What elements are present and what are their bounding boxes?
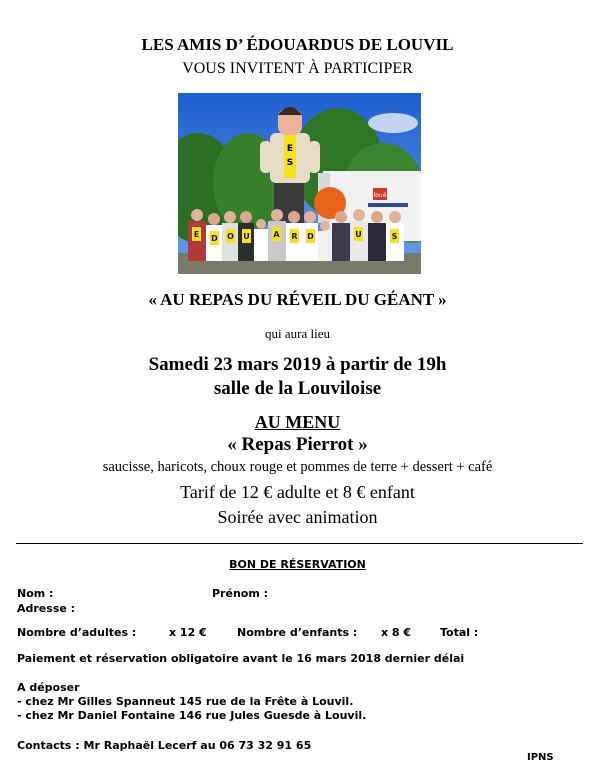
event-date: Samedi 23 mars 2019 à partir de 19h (148, 354, 447, 375)
menu-animation: Soirée avec animation (217, 507, 378, 527)
banner-letter: R (291, 232, 298, 241)
banner-letter: A (273, 230, 280, 239)
adultes-label: Nombre d’adultes : (17, 626, 137, 639)
adresse-label: Adresse : (17, 602, 76, 615)
menu-items: saucisse, haricots, choux rouge et pommes de terre + dessert + café (102, 459, 493, 475)
banner-letter: D (211, 234, 218, 243)
svg-text:E: E (286, 144, 294, 154)
total-label: Total : (440, 626, 479, 639)
prenom-label: Prénom : (212, 587, 269, 600)
svg-text:S: S (286, 158, 294, 168)
contacts-line: Contacts : Mr Raphaël Lecerf au 06 73 32 91 65 (17, 739, 312, 752)
banner-letter: D (307, 232, 314, 241)
reservation-title: BON DE RÉSERVATION (229, 558, 366, 571)
enfants-label: Nombre d’enfants : (237, 626, 358, 639)
invitation-subtitle: VOUS INVITENT À PARTICIPER (182, 60, 413, 77)
deposer-address-2: - chez Mr Daniel Fontaine 146 rue Jules Guesde à Louvil. (17, 709, 367, 722)
event-intro: qui aura lieu (265, 326, 330, 341)
enfants-price: x 8 € (381, 626, 412, 639)
paiement-notice: Paiement et réservation obligatoire avant le 16 mars 2018 dernier délai (17, 652, 465, 665)
banner-letter: E (193, 230, 200, 239)
event-venue: salle de la Louviloise (213, 378, 382, 399)
banner-letter: U (355, 230, 362, 239)
menu-tarif: Tarif de 12 € adulte et 8 € enfant (180, 482, 415, 502)
banner-letter: O (227, 232, 234, 241)
banner-letter: S (391, 232, 398, 241)
event-photo (178, 93, 421, 274)
deposer-heading: A déposer (17, 681, 80, 694)
invitation-title: LES AMIS D’ ÉDOUARDUS DE LOUVIL (141, 35, 454, 54)
adultes-price: x 12 € (169, 626, 207, 639)
ipns-tag: IPNS (527, 752, 554, 763)
nom-label: Nom : (17, 587, 54, 600)
menu-heading: AU MENU (254, 412, 341, 432)
section-divider (16, 543, 583, 544)
banner-letter: U (243, 232, 250, 241)
svg-text:loué: loué (373, 192, 387, 199)
deposer-address-1: - chez Mr Gilles Spanneut 145 rue de la Frête à Louvil. (17, 695, 354, 708)
event-name: « AU REPAS DU RÉVEIL DU GÉANT » (148, 290, 447, 309)
menu-name: « Repas Pierrot » (227, 434, 368, 455)
